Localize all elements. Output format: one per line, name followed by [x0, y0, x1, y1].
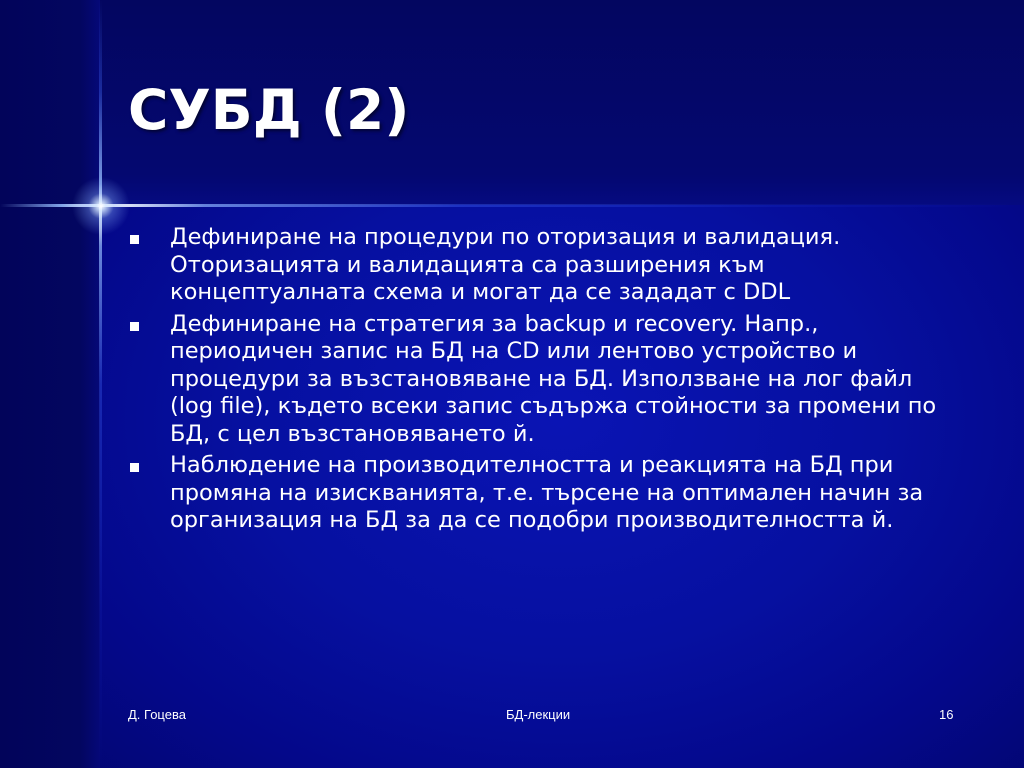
- square-bullet-icon: [130, 322, 139, 331]
- square-bullet-icon: [130, 235, 139, 244]
- footer-course: БД-лекции: [506, 707, 571, 722]
- footer-page-number: 16: [939, 707, 954, 722]
- bullet-text: Дефиниране на стратегия за backup и recovery. Напр., периодичен запис на БД на CD или лентово устройство и процедури за възстановяване на БД. Използване на лог файл (log file), където всеки запис съдържа стойности за промени по БД, с цел възстановяването й.: [170, 310, 937, 447]
- bullet-item-2: [130, 311, 950, 449]
- bullet-list: [130, 224, 950, 539]
- footer-author: Д. Гоцева: [128, 707, 186, 722]
- bullet-item-1: [130, 224, 950, 307]
- slide-title: СУБД (2): [128, 78, 410, 142]
- bullet-text: Наблюдение на производителността и реакцията на БД при промяна на изискванията, т.е. търсене на оптимален начин за организация на БД за да се подобри производителността й.: [170, 452, 924, 533]
- square-bullet-icon: [130, 463, 139, 472]
- bullet-item-3: [130, 452, 950, 535]
- vertical-light-line: [99, 0, 102, 768]
- bullet-text: Дефиниране на процедури по оторизация и валидация. Оторизацията и валидацията са разширения към концептуалната схема и могат да се зададат с DDL: [170, 224, 841, 305]
- horizontal-light-line: [0, 204, 1024, 207]
- left-band: [0, 0, 100, 768]
